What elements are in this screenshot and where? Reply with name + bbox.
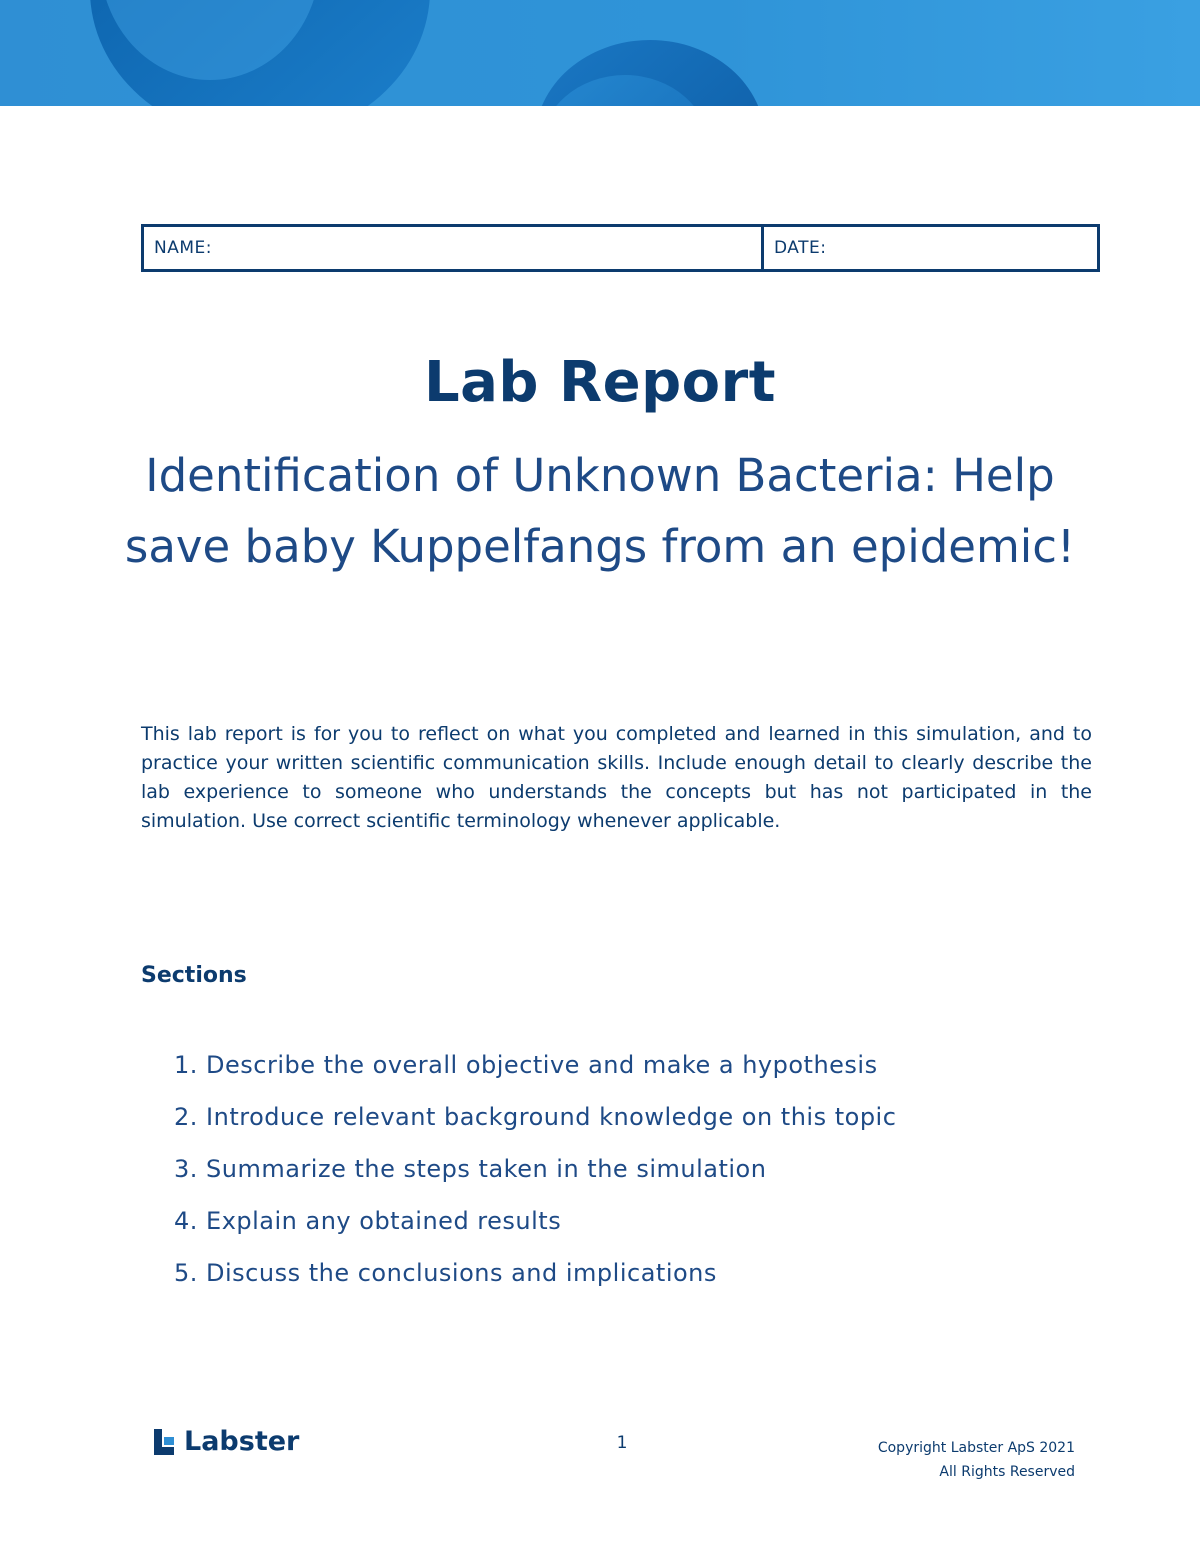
- name-date-box: [141, 224, 1100, 272]
- list-item: 4. Explain any obtained results: [174, 1207, 562, 1235]
- copyright-line: Copyright Labster ApS 2021: [877, 1440, 1075, 1456]
- copyright: [878, 1436, 1075, 1484]
- logo-text: Labster: [184, 1426, 300, 1457]
- labster-logo: [152, 1426, 299, 1457]
- list-item: 5. Discuss the conclusions and implications: [174, 1259, 717, 1287]
- intro-paragraph: This lab report is for you to reflect on what you completed and learned in this simulation, and to practice your written scientific communication skills. Include enough detail to clearly describe the lab experience to someone who understands the concepts but has not participated in the simulation. Use correct scientific terminology whenever applicable.: [141, 723, 1092, 832]
- list-item: 2. Introduce relevant background knowledge on this topic: [174, 1103, 897, 1131]
- date-label: DATE:: [774, 238, 827, 258]
- page-subtitle: Identification of Unknown Bacteria: Help save baby Kuppelfangs from an epidemic!: [124, 449, 1076, 573]
- banner-bubbles-graphic: [0, 0, 1200, 106]
- page-number: 1: [616, 1433, 628, 1453]
- list-item: 3. Summarize the steps taken in the simulation: [174, 1155, 767, 1183]
- name-label: NAME:: [154, 238, 212, 258]
- rights-line: All Rights Reserved: [939, 1464, 1075, 1480]
- name-field[interactable]: [144, 227, 764, 269]
- page-title: Lab Report: [423, 350, 777, 415]
- list-item: 1. Describe the overall objective and make a hypothesis: [174, 1051, 878, 1079]
- sections-heading: Sections: [141, 963, 247, 988]
- labster-logo-icon: [152, 1427, 178, 1457]
- date-field[interactable]: [764, 227, 1097, 269]
- sections-list: [174, 1046, 896, 1306]
- header-banner: [0, 0, 1200, 106]
